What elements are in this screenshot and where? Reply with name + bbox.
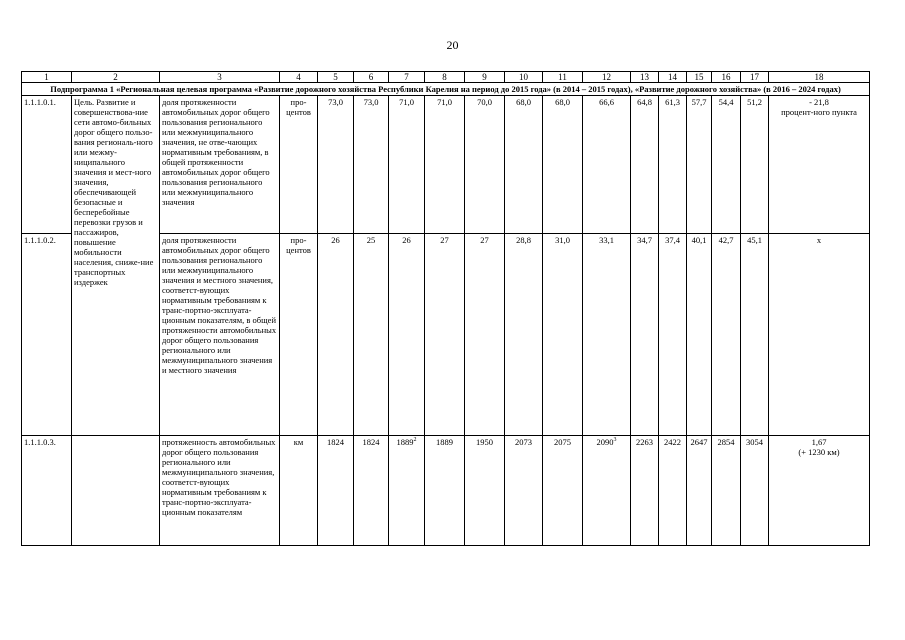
- column-number: 16: [712, 72, 741, 83]
- indicator-value: 2647: [687, 436, 712, 546]
- indicator-value: 1950: [465, 436, 505, 546]
- indicator-value: 1824: [318, 436, 354, 546]
- indicator-value: 1824: [354, 436, 389, 546]
- footnote-marker: 2: [413, 437, 417, 444]
- unit: про-центов: [280, 96, 318, 234]
- indicator-row: [22, 436, 870, 546]
- indicator-value: 45,1: [741, 234, 769, 436]
- indicator-value: 27: [425, 234, 465, 436]
- row-code: 1.1.1.0.2.: [22, 234, 72, 436]
- column-number: 18: [769, 72, 870, 83]
- indicator-value: 61,3: [659, 96, 687, 234]
- indicator-value: 31,0: [543, 234, 583, 436]
- indicator-value: 3054: [741, 436, 769, 546]
- unit: км: [280, 436, 318, 546]
- goal-text: Цель. Развитие и совершенствова-ние сети автомо-бильных дорог общего пользо-вания региональ-ного или межму-ниципального значения и мест-ного значения, обеспечивающей безопасные и бесперебойные перевозки грузов и пассажиров, повышение мобильности населения, сниже-ние транспортных издержек: [72, 96, 160, 436]
- indicator-value: 64,8: [631, 96, 659, 234]
- indicator-value: 57,7: [687, 96, 712, 234]
- column-number: 11: [543, 72, 583, 83]
- indicator-value: 2075: [543, 436, 583, 546]
- unit: про-центов: [280, 234, 318, 436]
- indicator-value: 26: [389, 234, 425, 436]
- indicator-value: 68,0: [543, 96, 583, 234]
- column-number: 14: [659, 72, 687, 83]
- column-number: 7: [389, 72, 425, 83]
- indicator-value: 33,1: [583, 234, 631, 436]
- indicator-value: 70,0: [465, 96, 505, 234]
- indicator-value: 28,8: [505, 234, 543, 436]
- page-number: 20: [446, 38, 459, 52]
- column-number: 15: [687, 72, 712, 83]
- indicator-value: 34,7: [631, 234, 659, 436]
- indicator-value: 42,7: [712, 234, 741, 436]
- indicator-value: 26: [318, 234, 354, 436]
- footnote-marker: 3: [613, 437, 617, 444]
- subprogram-title: Подпрограмма 1 «Региональная целевая программа «Развитие дорожного хозяйства Республики Карелия на период до 2015 года» (в 2014 – 2015 годах), «Развитие дорожного хозяйства» (в 2016 – 2024 годах): [22, 83, 870, 96]
- indicator-value: 66,6: [583, 96, 631, 234]
- indicator-value: 71,0: [389, 96, 425, 234]
- column-number: 3: [160, 72, 280, 83]
- indicator-value: 2422: [659, 436, 687, 546]
- indicator-value: 1889: [425, 436, 465, 546]
- column-number: 9: [465, 72, 505, 83]
- indicator-value: 68,0: [505, 96, 543, 234]
- indicator-value: 40,1: [687, 234, 712, 436]
- column-number: 5: [318, 72, 354, 83]
- indicators-table: [21, 71, 870, 546]
- column-number: 4: [280, 72, 318, 83]
- indicator-value: 2090$^3$: [583, 436, 631, 546]
- indicator-value: 73,0: [354, 96, 389, 234]
- column-number-row: [22, 72, 870, 83]
- indicator-name: доля протяженности автомобильных дорог общего пользования регионального или межмуниципального значения, не отве-чающих нормативным требованиям, в общей протяженности автомобильных дорог общего пользования регионального или межмуниципального значения: [160, 96, 280, 234]
- result-value: x: [769, 234, 870, 436]
- result-value: - 21,8 процент-ного пункта: [769, 96, 870, 234]
- column-number: 12: [583, 72, 631, 83]
- column-number: 13: [631, 72, 659, 83]
- indicator-value: 73,0: [318, 96, 354, 234]
- indicator-value: 1889$^2$: [389, 436, 425, 546]
- indicator-value: 37,4: [659, 234, 687, 436]
- indicator-value: 2073: [505, 436, 543, 546]
- indicator-value: 27: [465, 234, 505, 436]
- indicator-value: 2854: [712, 436, 741, 546]
- result-value: 1,67 (+ 1230 км): [769, 436, 870, 546]
- indicator-row: [22, 96, 870, 234]
- column-number: 2: [72, 72, 160, 83]
- column-number: 17: [741, 72, 769, 83]
- indicator-value: 25: [354, 234, 389, 436]
- indicator-name: протяженность автомобильных дорог общего пользования регионального или межмуниципального значения, соответст-вующих нормативным требованиям к транс-портно-эксплуата-ционным показателям: [160, 436, 280, 546]
- column-number: 1: [22, 72, 72, 83]
- indicator-value: 51,2: [741, 96, 769, 234]
- column-number: 6: [354, 72, 389, 83]
- row-code: 1.1.1.0.1.: [22, 96, 72, 234]
- goal-empty: [72, 436, 160, 546]
- indicator-value: 71,0: [425, 96, 465, 234]
- indicator-value: 2263: [631, 436, 659, 546]
- subprogram-row: [22, 83, 870, 96]
- row-code: 1.1.1.0.3.: [22, 436, 72, 546]
- indicator-name: доля протяженности автомобильных дорог общего пользования регионального или межмуниципального значения и местного значения, соответст-вующих нормативным требованиям к транс-портно-эксплуата-ционным показателям, в общей протяженности автомобильных дорог общего пользования регионального или межмуниципального значения и местного значения: [160, 234, 280, 436]
- column-number: 10: [505, 72, 543, 83]
- column-number: 8: [425, 72, 465, 83]
- indicator-value: 54,4: [712, 96, 741, 234]
